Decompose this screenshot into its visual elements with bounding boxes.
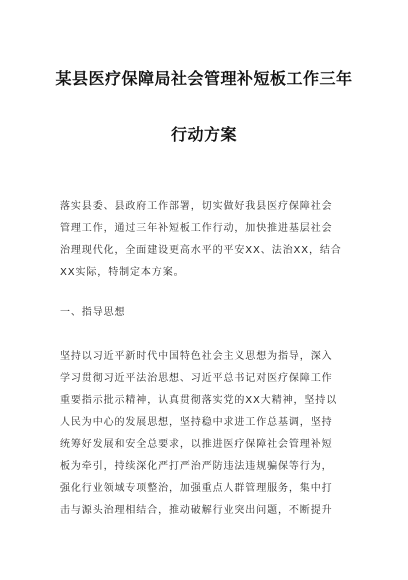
body-line: 学习贯彻习近平法治思想、习近平总书记对医疗保障工作	[60, 373, 333, 384]
document-title-line-1: 某县医疗保障局社会管理补短板工作三年	[55, 69, 353, 88]
body-line: 重要指示批示精神，认真贯彻落实党的XX大精神，坚持以	[60, 395, 338, 406]
intro-line: 管理工作，通过三年补短板工作行动，加快推进基层社会	[60, 223, 333, 234]
section-heading: 一、指导思想	[60, 307, 126, 318]
intro-line: 治理现代化，全面建设更高水平的平安XX、法治XX，结合	[60, 245, 342, 256]
body-line: 统筹好发展和安全总要求，以推进医疗保障社会管理补短	[60, 439, 333, 450]
intro-line: XX实际，特制定本方案。	[60, 267, 185, 278]
body-line: 板为牵引，持续深化严打严治严防违法违规骗保等行为，	[60, 461, 333, 472]
body-line: 强化行业领域专项整治，加强重点人群管理服务，集中打	[60, 483, 333, 494]
body-line: 坚持以习近平新时代中国特色社会主义思想为指导，深入	[60, 351, 333, 362]
body-line: 人民为中心的发展思想，坚持稳中求进工作总基调，坚持	[60, 417, 333, 428]
intro-line: 落实县委、县政府工作部署，切实做好我县医疗保障社会	[60, 201, 333, 212]
document-title-line-2: 行动方案	[170, 125, 237, 144]
body-line: 击与源头治理相结合，推动破解行业突出问题，不断提升	[60, 505, 333, 516]
